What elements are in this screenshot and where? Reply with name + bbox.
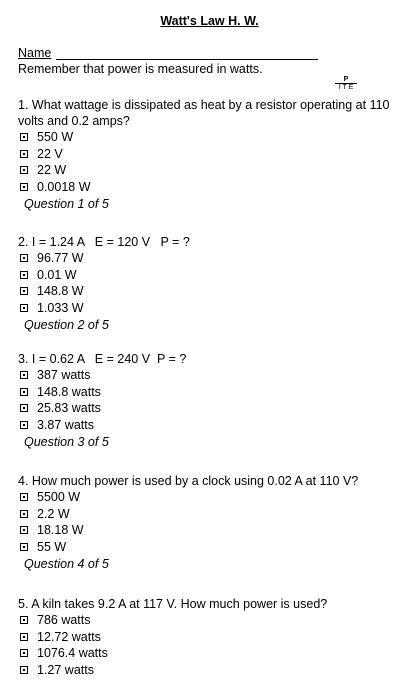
- checkbox[interactable]: [20, 421, 28, 429]
- answer-option[interactable]: [18, 367, 414, 384]
- checkbox[interactable]: [20, 254, 28, 262]
- option-label: 55 W: [37, 539, 67, 554]
- checkbox[interactable]: [20, 649, 28, 657]
- checkbox[interactable]: [20, 304, 28, 312]
- checkbox[interactable]: [20, 616, 28, 624]
- checkbox[interactable]: [20, 493, 28, 501]
- answer-option[interactable]: [18, 612, 414, 629]
- question-counter: Question 2 of 5: [24, 318, 109, 332]
- option-label: 18.18 W: [37, 523, 84, 538]
- checkbox[interactable]: [20, 388, 28, 396]
- checkbox[interactable]: [20, 666, 28, 674]
- question-2: [18, 234, 414, 333]
- answer-option[interactable]: [18, 300, 414, 317]
- answer-option[interactable]: [18, 283, 414, 300]
- question-3: [18, 351, 414, 450]
- answer-option[interactable]: [18, 522, 414, 539]
- answer-option[interactable]: [18, 489, 414, 506]
- checkbox[interactable]: [20, 526, 28, 534]
- option-label: 25.83 watts: [37, 401, 101, 416]
- checkbox[interactable]: [20, 287, 28, 295]
- reminder-text: Remember that power is measured in watts.: [18, 62, 263, 76]
- question-1: [18, 97, 414, 212]
- option-label: 3.87 watts: [37, 417, 94, 432]
- answer-option[interactable]: [18, 417, 414, 434]
- checkbox[interactable]: [20, 133, 28, 141]
- answer-option[interactable]: [18, 645, 414, 662]
- option-label: 22 V: [37, 146, 63, 161]
- question-text: 5. A kiln takes 9.2 A at 117 V. How much power is used?: [18, 597, 328, 611]
- checkbox[interactable]: [20, 404, 28, 412]
- checkbox[interactable]: [20, 183, 28, 191]
- answer-option[interactable]: [18, 162, 414, 179]
- question-4: [18, 473, 414, 572]
- option-label: 1076.4 watts: [37, 646, 108, 661]
- answer-option[interactable]: [18, 662, 414, 679]
- question-counter: Question 3 of 5: [24, 435, 109, 449]
- checkbox[interactable]: [20, 633, 28, 641]
- name-underline: [56, 59, 318, 60]
- checkbox[interactable]: [20, 510, 28, 518]
- name-label: Name: [18, 46, 52, 60]
- answer-option[interactable]: [18, 384, 414, 401]
- option-label: 387 watts: [37, 368, 91, 383]
- question-text: 2. I = 1.24 A E = 120 V P = ?: [18, 235, 190, 249]
- answer-option[interactable]: [18, 506, 414, 523]
- option-label: 148.8 W: [37, 284, 84, 299]
- checkbox[interactable]: [20, 543, 28, 551]
- question-5: [18, 596, 414, 678]
- question-counter: Question 4 of 5: [24, 557, 109, 571]
- option-label: 1.033 W: [37, 300, 84, 315]
- option-label: 0.0018 W: [37, 179, 91, 194]
- checkbox[interactable]: [20, 150, 28, 158]
- option-label: 12.72 watts: [37, 629, 101, 644]
- question-counter: Question 1 of 5: [24, 197, 109, 211]
- pie-logo-bottom: I T E: [338, 84, 354, 91]
- answer-option[interactable]: [18, 146, 414, 163]
- pie-logo: [335, 76, 357, 91]
- answer-option[interactable]: [18, 250, 414, 267]
- option-label: 550 W: [37, 130, 74, 145]
- answer-option[interactable]: [18, 129, 414, 146]
- checkbox[interactable]: [20, 371, 28, 379]
- answer-option[interactable]: [18, 267, 414, 284]
- answer-option[interactable]: [18, 400, 414, 417]
- option-label: 22 W: [37, 163, 67, 178]
- checkbox[interactable]: [20, 166, 28, 174]
- question-text: 1. What wattage is dissipated as heat by a resistor operating at 110 volts and 0.2 amps?: [18, 98, 390, 128]
- answer-option[interactable]: [18, 179, 414, 196]
- option-label: 786 watts: [37, 613, 91, 628]
- checkbox[interactable]: [20, 271, 28, 279]
- question-text: 3. I = 0.62 A E = 240 V P = ?: [18, 352, 187, 366]
- answer-option[interactable]: [18, 629, 414, 646]
- pie-logo-top: P: [335, 76, 357, 84]
- question-text: 4. How much power is used by a clock using 0.02 A at 110 V?: [18, 474, 359, 488]
- option-label: 2.2 W: [37, 506, 70, 521]
- name-field[interactable]: [18, 46, 318, 60]
- option-label: 96.77 W: [37, 251, 84, 266]
- option-label: 148.8 watts: [37, 384, 101, 399]
- page-title: Watt's Law H. W.: [160, 14, 259, 28]
- option-label: 0.01 W: [37, 267, 77, 282]
- answer-option[interactable]: [18, 539, 414, 556]
- option-label: 1.27 watts: [37, 662, 94, 677]
- option-label: 5500 W: [37, 490, 81, 505]
